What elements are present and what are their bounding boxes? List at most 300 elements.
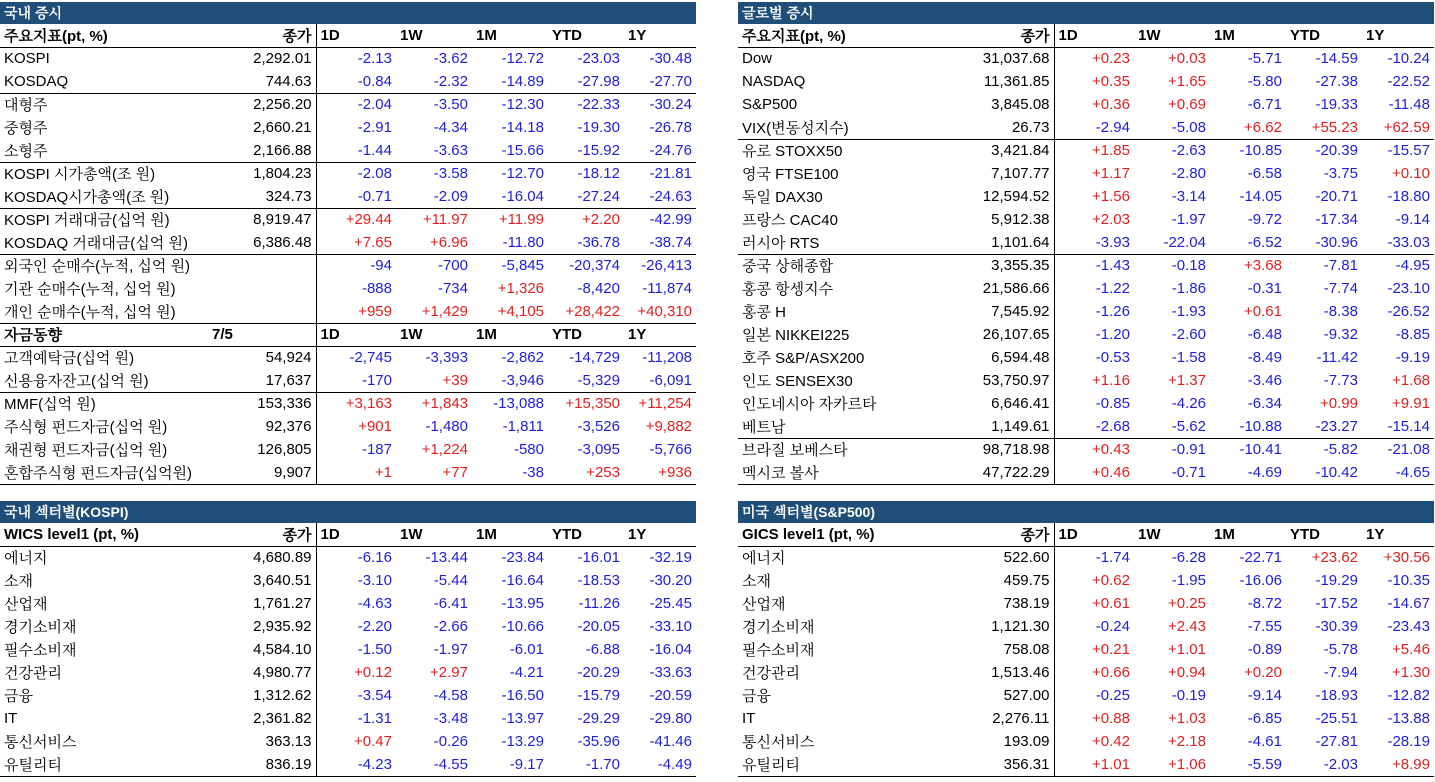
change-ytd: -18.53 bbox=[577, 572, 620, 589]
table-row bbox=[0, 753, 696, 776]
table-row bbox=[0, 438, 696, 461]
close-value: 26.73 bbox=[946, 116, 1054, 139]
header-change-ytd: YTD bbox=[548, 523, 624, 546]
change-ytd: -20.39 bbox=[1286, 139, 1362, 162]
change-1w: +77 bbox=[396, 461, 472, 484]
kospi-sector-panel bbox=[0, 501, 696, 777]
header-change-1w: 1W bbox=[1134, 24, 1210, 47]
table-row bbox=[738, 369, 1434, 392]
table-row bbox=[738, 730, 1434, 753]
change-ytd: -20.71 bbox=[1315, 188, 1358, 205]
table-row bbox=[738, 139, 1434, 162]
change-1d: +0.62 bbox=[1092, 572, 1130, 589]
close-value: 5,912.38 bbox=[946, 208, 1054, 231]
table-row bbox=[738, 546, 1434, 569]
row-name: 중형주 bbox=[4, 120, 48, 137]
change-ytd: -7.81 bbox=[1286, 254, 1362, 277]
change-1y: -4.95 bbox=[1362, 254, 1434, 277]
header-change-1y: 1Y bbox=[1362, 523, 1434, 546]
table-row bbox=[738, 231, 1434, 254]
change-1m: +3.68 bbox=[1210, 254, 1286, 277]
change-ytd: -3,526 bbox=[577, 418, 620, 435]
row-name: 필수소비재 bbox=[742, 642, 815, 659]
change-ytd: -35.96 bbox=[577, 733, 620, 750]
change-1d: +959 bbox=[358, 302, 392, 320]
change-ytd: +28,422 bbox=[565, 302, 620, 320]
change-1d: +1.17 bbox=[1092, 165, 1130, 182]
change-1w: +1.01 bbox=[1168, 641, 1206, 658]
table-row bbox=[0, 615, 696, 638]
change-1m: +0.20 bbox=[1244, 664, 1282, 681]
close-value: 2,276.11 bbox=[946, 707, 1054, 730]
header-row-name: WICS level1 (pt, %) bbox=[0, 523, 208, 546]
change-1y: -30.24 bbox=[624, 93, 696, 116]
change-1m: -6.58 bbox=[1247, 165, 1282, 182]
change-1y: -22.52 bbox=[1387, 73, 1430, 90]
header-change-ytd: YTD bbox=[548, 323, 624, 346]
change-1m: -9.17 bbox=[472, 753, 548, 776]
sp500-sector-panel bbox=[738, 501, 1434, 777]
change-1d: +7.65 bbox=[354, 233, 392, 251]
change-1d: -1.22 bbox=[1095, 280, 1130, 297]
row-name: 브라질 보베스타 bbox=[738, 438, 946, 461]
change-ytd: -2.03 bbox=[1286, 753, 1362, 776]
change-1m: -15.66 bbox=[501, 141, 544, 159]
table-row bbox=[738, 592, 1434, 615]
change-1m: -7.55 bbox=[1247, 618, 1282, 635]
table-row bbox=[0, 185, 696, 208]
change-1w: -6.41 bbox=[433, 595, 468, 612]
table-row bbox=[0, 392, 696, 415]
table-row bbox=[738, 638, 1434, 661]
change-1m: -13.97 bbox=[501, 710, 544, 727]
change-1m: -10.85 bbox=[1210, 139, 1286, 162]
change-1m: -6.71 bbox=[1247, 96, 1282, 113]
header-change-1y: 1Y bbox=[624, 323, 696, 346]
change-ytd: -11.26 bbox=[578, 595, 620, 612]
change-1y: -33.10 bbox=[649, 618, 692, 635]
table-row bbox=[738, 300, 1434, 323]
change-1y: -16.04 bbox=[649, 641, 692, 658]
change-ytd: -15.79 bbox=[577, 687, 620, 704]
column-header-row bbox=[738, 523, 1434, 546]
change-1d: -1.44 bbox=[357, 141, 392, 159]
change-ytd: -30.39 bbox=[1315, 618, 1358, 635]
close-value: 4,680.89 bbox=[208, 546, 316, 569]
change-1y: -20.59 bbox=[649, 687, 692, 704]
row-name: 멕시코 볼사 bbox=[738, 461, 946, 484]
row-name: 건강관리 bbox=[4, 665, 62, 682]
table-row bbox=[0, 139, 696, 162]
table-row bbox=[738, 392, 1434, 415]
close-value bbox=[208, 300, 316, 323]
close-value: 98,718.98 bbox=[946, 438, 1054, 461]
close-value: 3,845.08 bbox=[946, 93, 1054, 116]
change-1d: +0.21 bbox=[1092, 641, 1130, 658]
change-1m: +4,105 bbox=[497, 302, 544, 320]
change-1m: -5.80 bbox=[1247, 73, 1282, 90]
row-name: 베트남 bbox=[742, 418, 786, 436]
change-1d: -94 bbox=[316, 254, 396, 277]
header-close-value: 7/5 bbox=[208, 323, 316, 346]
change-1y: +1.68 bbox=[1392, 372, 1430, 389]
change-1w: -1.95 bbox=[1171, 572, 1206, 589]
change-1y: -10.35 bbox=[1387, 572, 1430, 589]
change-1y: -15.14 bbox=[1387, 417, 1430, 435]
row-name: KOSDAQ시가총액(조 원) bbox=[4, 188, 170, 206]
close-value: 7,107.77 bbox=[946, 162, 1054, 185]
change-ytd: +23.62 bbox=[1311, 549, 1358, 567]
change-1y: +11,254 bbox=[624, 392, 696, 415]
close-value: 1,312.62 bbox=[208, 684, 316, 707]
table-row bbox=[738, 569, 1434, 592]
header-change-1y: 1Y bbox=[1362, 24, 1434, 47]
table-row bbox=[738, 684, 1434, 707]
change-ytd: -3,095 bbox=[577, 441, 620, 458]
row-name: 러시아 RTS bbox=[742, 234, 820, 252]
change-1d: -0.71 bbox=[357, 187, 392, 205]
close-value: 3,640.51 bbox=[208, 569, 316, 592]
change-1y: -11.48 bbox=[1388, 96, 1430, 113]
change-1d: +1.16 bbox=[1092, 372, 1130, 389]
change-1w: -0.26 bbox=[433, 733, 468, 750]
header-row-name: 자금동향 bbox=[0, 323, 208, 346]
change-1w: -1.58 bbox=[1171, 349, 1206, 366]
table-row bbox=[738, 461, 1434, 484]
change-1y: -26.78 bbox=[649, 119, 692, 136]
header-row-name: 주요지표(pt, %) bbox=[0, 24, 208, 47]
change-1w: +1.06 bbox=[1134, 753, 1210, 776]
header-change-1m: 1M bbox=[472, 24, 548, 47]
close-value: 758.08 bbox=[946, 638, 1054, 661]
change-1w: -2.80 bbox=[1171, 165, 1206, 182]
change-ytd: -5.78 bbox=[1323, 641, 1358, 658]
header-row-name: GICS level1 (pt, %) bbox=[738, 523, 946, 546]
table-row bbox=[0, 116, 696, 139]
change-ytd: -9.32 bbox=[1323, 326, 1358, 343]
change-1w: -2.60 bbox=[1171, 326, 1206, 343]
change-1d: -0.53 bbox=[1095, 349, 1130, 366]
change-1y: -9.14 bbox=[1395, 211, 1430, 228]
change-ytd: -19.33 bbox=[1315, 96, 1358, 113]
row-name: 인도 SENSEX30 bbox=[742, 373, 853, 390]
header-change-1m: 1M bbox=[472, 523, 548, 546]
row-name: 신용융자잔고(십억 원) bbox=[4, 372, 149, 390]
row-name: 유틸리티 bbox=[0, 753, 208, 776]
header-change-1m: 1M bbox=[1210, 523, 1286, 546]
close-value: 2,166.88 bbox=[208, 139, 316, 162]
change-1m: -6.52 bbox=[1247, 233, 1282, 251]
change-1m: +11.99 bbox=[472, 208, 548, 231]
row-name: 영국 FTSE100 bbox=[742, 166, 839, 183]
row-name: 에너지 bbox=[4, 550, 48, 568]
table-row bbox=[738, 707, 1434, 730]
change-1d: -2.91 bbox=[357, 119, 392, 136]
change-1y: -14.67 bbox=[1387, 595, 1430, 612]
header-change-1d: 1D bbox=[316, 323, 396, 346]
change-1d: -2.94 bbox=[1095, 118, 1130, 136]
row-name: 건강관리 bbox=[742, 665, 800, 682]
row-name: 금융 bbox=[742, 688, 771, 705]
change-1y: -15.57 bbox=[1362, 139, 1434, 162]
close-value: 26,107.65 bbox=[946, 323, 1054, 346]
close-value: 92,376 bbox=[208, 415, 316, 438]
change-1m: -0.89 bbox=[1247, 641, 1282, 658]
change-1d: +3,163 bbox=[316, 392, 396, 415]
close-value: 31,037.68 bbox=[946, 47, 1054, 70]
change-ytd: -5.82 bbox=[1286, 438, 1362, 461]
row-name: IT bbox=[742, 710, 756, 727]
change-1y: +9.91 bbox=[1392, 395, 1430, 412]
change-ytd: -8.38 bbox=[1323, 303, 1358, 320]
change-1d: +0.42 bbox=[1092, 733, 1130, 750]
change-ytd: +2.20 bbox=[548, 208, 624, 231]
change-1d: +0.23 bbox=[1092, 50, 1130, 68]
table-row bbox=[738, 185, 1434, 208]
close-value: 2,935.92 bbox=[208, 615, 316, 638]
table-row bbox=[0, 162, 696, 185]
change-1y: +0.10 bbox=[1392, 165, 1430, 182]
row-name: MMF(십억 원) bbox=[0, 392, 208, 415]
change-ytd: -10.42 bbox=[1286, 461, 1362, 484]
table-row bbox=[0, 369, 696, 392]
close-value: 738.19 bbox=[946, 592, 1054, 615]
table-row bbox=[0, 231, 696, 254]
change-1y: -25.45 bbox=[649, 595, 692, 612]
change-1y: -38.74 bbox=[649, 233, 692, 251]
header-close-value: 종가 bbox=[208, 24, 316, 47]
change-ytd: -20,374 bbox=[548, 254, 624, 277]
change-ytd: +55.23 bbox=[1311, 118, 1358, 136]
change-1w: +1.03 bbox=[1168, 710, 1206, 727]
change-1w: -3.14 bbox=[1171, 188, 1206, 205]
row-name: 소재 bbox=[4, 573, 33, 590]
change-1y: +62.59 bbox=[1383, 118, 1430, 136]
change-1d: -1.20 bbox=[1095, 326, 1130, 343]
change-1d: +1.85 bbox=[1054, 139, 1134, 162]
change-1d: +0.47 bbox=[354, 733, 392, 750]
change-1y: -21.08 bbox=[1362, 438, 1434, 461]
change-1w: -3.48 bbox=[433, 710, 468, 727]
change-ytd: -7.73 bbox=[1323, 372, 1358, 389]
row-name: 혼합주식형 펀드자금(십억원) bbox=[0, 461, 208, 484]
row-name: 채권형 펀드자금(십억 원) bbox=[4, 442, 168, 459]
close-value: 2,660.21 bbox=[208, 116, 316, 139]
row-name: 인도네시아 자카르타 bbox=[742, 396, 877, 413]
change-1w: -0.71 bbox=[1134, 461, 1210, 484]
header-change-ytd: YTD bbox=[548, 24, 624, 47]
change-1y: -9.19 bbox=[1395, 349, 1430, 366]
row-name: 주식형 펀드자금(십억 원) bbox=[4, 419, 168, 436]
change-1m: +0.61 bbox=[1244, 303, 1282, 320]
change-ytd: -17.34 bbox=[1315, 211, 1358, 228]
table-row bbox=[738, 277, 1434, 300]
change-1m: -12.72 bbox=[501, 50, 544, 68]
table-row bbox=[0, 684, 696, 707]
change-1m: -38 bbox=[472, 461, 548, 484]
change-ytd: -7.94 bbox=[1323, 664, 1358, 681]
change-1m: -8.72 bbox=[1247, 595, 1282, 612]
table-row bbox=[0, 277, 696, 300]
change-1m: -13.29 bbox=[501, 733, 544, 750]
row-name: 유로 STOXX50 bbox=[738, 139, 946, 162]
change-1y: -28.19 bbox=[1387, 733, 1430, 750]
close-value: 1,761.27 bbox=[208, 592, 316, 615]
row-name: 기관 순매수(누적, 십억 원) bbox=[4, 281, 176, 298]
change-1d: -2.08 bbox=[316, 162, 396, 185]
change-1y: -4.65 bbox=[1362, 461, 1434, 484]
row-name: 경기소비재 bbox=[742, 619, 815, 636]
change-1w: -1,480 bbox=[425, 418, 468, 435]
table-row bbox=[738, 415, 1434, 438]
change-1w: -3.62 bbox=[433, 50, 468, 68]
change-1m: -8.49 bbox=[1247, 349, 1282, 366]
row-name: NASDAQ bbox=[742, 73, 806, 90]
table-row bbox=[738, 70, 1434, 93]
change-1d: -1.26 bbox=[1095, 303, 1130, 320]
change-ytd: -23.27 bbox=[1315, 417, 1358, 435]
change-1w: +39 bbox=[442, 371, 468, 389]
change-1y: -30.20 bbox=[649, 572, 692, 589]
row-name: 중국 상해종합 bbox=[738, 254, 946, 277]
close-value: 53,750.97 bbox=[946, 369, 1054, 392]
change-ytd: -7.74 bbox=[1323, 280, 1358, 297]
close-value: 21,586.66 bbox=[946, 277, 1054, 300]
change-1m: -5.59 bbox=[1210, 753, 1286, 776]
row-name: IT bbox=[4, 710, 18, 727]
row-name: S&P500 bbox=[742, 96, 798, 113]
change-1m: -4.21 bbox=[509, 664, 544, 681]
change-1y: -24.76 bbox=[649, 141, 692, 159]
change-ytd: -22.33 bbox=[548, 93, 624, 116]
close-value: 4,584.10 bbox=[208, 638, 316, 661]
row-name: 외국인 순매수(누적, 십억 원) bbox=[0, 254, 208, 277]
close-value: 193.09 bbox=[946, 730, 1054, 753]
change-1y: -5,766 bbox=[649, 441, 692, 458]
row-name: 일본 NIKKEI225 bbox=[742, 327, 850, 344]
row-name: 소형주 bbox=[4, 142, 48, 160]
change-1d: -0.24 bbox=[1095, 618, 1130, 635]
close-value: 744.63 bbox=[208, 70, 316, 93]
change-1w: +2.97 bbox=[430, 664, 468, 681]
close-value: 1,513.46 bbox=[946, 661, 1054, 684]
column-header-row bbox=[0, 323, 696, 346]
change-1d: +0.88 bbox=[1092, 710, 1130, 727]
change-1d: -3.10 bbox=[357, 572, 392, 589]
change-1y: -18.80 bbox=[1387, 188, 1430, 205]
header-change-1w: 1W bbox=[396, 523, 472, 546]
change-1w: +1,843 bbox=[396, 392, 472, 415]
change-1d: +1.56 bbox=[1092, 188, 1130, 205]
change-1y: -24.63 bbox=[649, 187, 692, 205]
change-ytd: +0.99 bbox=[1320, 395, 1358, 412]
close-value: 2,292.01 bbox=[208, 47, 316, 70]
change-ytd: -14,729 bbox=[569, 349, 620, 367]
table-row bbox=[738, 661, 1434, 684]
change-1d: -4.23 bbox=[316, 753, 396, 776]
change-1m: +1,326 bbox=[497, 280, 544, 297]
row-name: 프랑스 CAC40 bbox=[742, 212, 838, 229]
table-row bbox=[0, 730, 696, 753]
kospi-sector-table bbox=[0, 523, 696, 777]
table-row bbox=[738, 615, 1434, 638]
change-ytd: -20.05 bbox=[577, 618, 620, 635]
change-1d: +0.61 bbox=[1092, 595, 1130, 612]
close-value: 3,421.84 bbox=[946, 139, 1054, 162]
header-change-1y: 1Y bbox=[624, 523, 696, 546]
change-1w: +2.43 bbox=[1168, 618, 1206, 635]
close-value: 8,919.47 bbox=[208, 208, 316, 231]
change-1w: -0.19 bbox=[1171, 687, 1206, 704]
change-1y: -12.82 bbox=[1387, 687, 1430, 704]
close-value: 2,256.20 bbox=[208, 93, 316, 116]
change-1y: -26,413 bbox=[624, 254, 696, 277]
change-1w: +2.18 bbox=[1168, 733, 1206, 750]
change-ytd: -8,420 bbox=[577, 280, 620, 297]
change-1d: +901 bbox=[358, 418, 392, 435]
close-value: 1,149.61 bbox=[946, 415, 1054, 438]
row-name: 대형주 bbox=[0, 93, 208, 116]
change-1w: -3,393 bbox=[425, 349, 468, 367]
change-1d: -2.20 bbox=[357, 618, 392, 635]
change-1d: +0.43 bbox=[1054, 438, 1134, 461]
close-value: 836.19 bbox=[208, 753, 316, 776]
table-row bbox=[0, 661, 696, 684]
change-1w: +0.94 bbox=[1168, 664, 1206, 681]
change-1m: -13,088 bbox=[472, 392, 548, 415]
change-1w: -4.58 bbox=[433, 687, 468, 704]
table-row bbox=[0, 592, 696, 615]
change-ytd: -16.01 bbox=[577, 549, 620, 567]
change-1m: -10.66 bbox=[501, 618, 544, 635]
change-1d: +1 bbox=[316, 461, 396, 484]
row-name: 에너지 bbox=[742, 550, 786, 568]
table-row bbox=[738, 346, 1434, 369]
change-1w: -2.66 bbox=[433, 618, 468, 635]
header-change-1w: 1W bbox=[1134, 523, 1210, 546]
header-close-value: 종가 bbox=[946, 24, 1054, 47]
change-1m: -1,811 bbox=[502, 418, 544, 435]
close-value: 2,361.82 bbox=[208, 707, 316, 730]
change-ytd: +15,350 bbox=[548, 392, 624, 415]
change-ytd: -3.75 bbox=[1323, 165, 1358, 182]
table-row bbox=[0, 93, 696, 116]
change-1m: -2,862 bbox=[501, 349, 544, 367]
domestic-market-table bbox=[0, 24, 696, 485]
change-1m: -4.61 bbox=[1247, 733, 1282, 750]
global-market-panel bbox=[738, 2, 1434, 485]
change-1d: -2.04 bbox=[316, 93, 396, 116]
change-1w: -6.28 bbox=[1171, 549, 1206, 567]
row-name: KOSPI 시가총액(조 원) bbox=[0, 162, 208, 185]
table-row bbox=[738, 162, 1434, 185]
change-1y: -8.85 bbox=[1395, 326, 1430, 343]
change-1m: -14.89 bbox=[501, 72, 544, 90]
close-value: 1,804.23 bbox=[208, 162, 316, 185]
change-1w: -2.09 bbox=[433, 187, 468, 205]
header-change-ytd: YTD bbox=[1286, 24, 1362, 47]
change-ytd: -17.52 bbox=[1315, 595, 1358, 612]
table-row bbox=[0, 707, 696, 730]
header-change-1y: 1Y bbox=[624, 24, 696, 47]
close-value: 54,924 bbox=[208, 346, 316, 369]
header-change-1m: 1M bbox=[472, 323, 548, 346]
change-1y: -11,874 bbox=[642, 280, 692, 297]
change-1d: -3.93 bbox=[1095, 233, 1130, 251]
row-name: 홍콩 항셍지수 bbox=[742, 281, 834, 298]
change-1w: -2.63 bbox=[1134, 139, 1210, 162]
change-1y: -21.81 bbox=[624, 162, 696, 185]
